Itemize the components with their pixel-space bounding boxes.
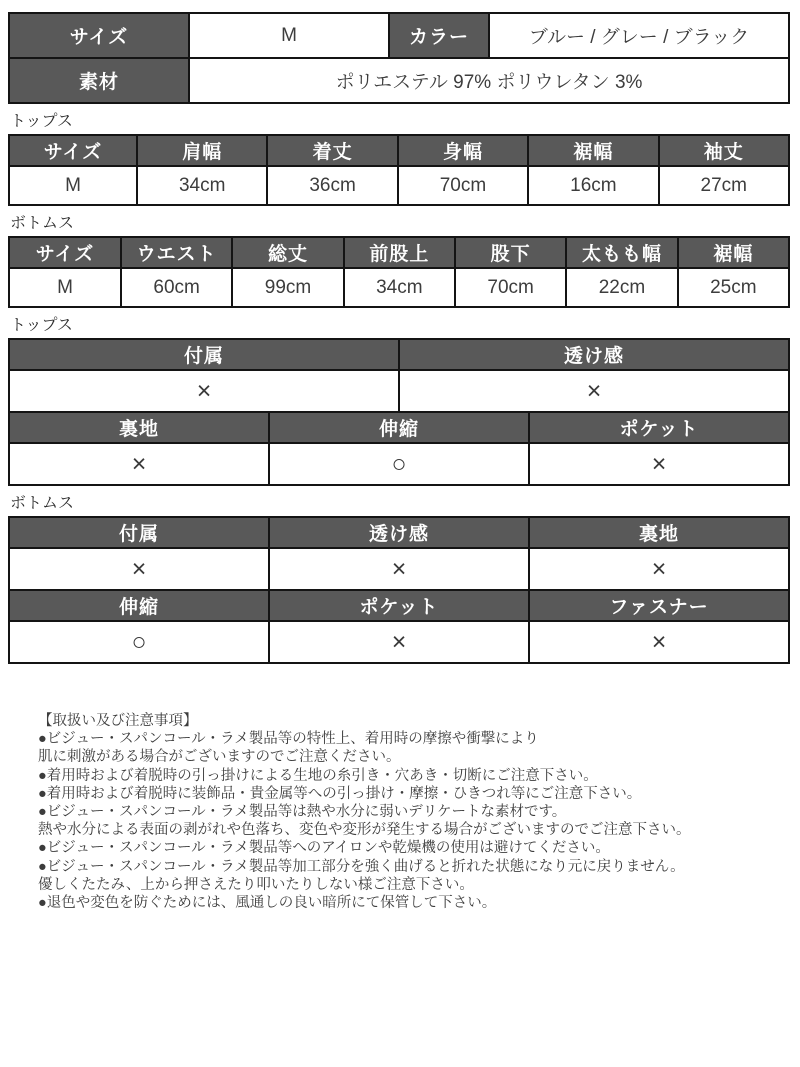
material-label-cell: 素材 xyxy=(9,58,189,103)
table-row xyxy=(9,13,789,58)
value-cell: 16cm xyxy=(528,166,658,205)
header-cell: 身幅 xyxy=(398,135,528,166)
header-cell: 透け感 xyxy=(399,339,789,370)
care-note-line: ●ビジュー・スパンコール・ラメ製品等加工部分を強く曲げると折れた状態になり元に戻りません。 xyxy=(38,858,685,875)
table-row xyxy=(9,590,789,621)
table-row xyxy=(9,443,789,485)
header-cell: 裾幅 xyxy=(528,135,658,166)
care-notes-title: 【取扱い及び注意事項】 xyxy=(38,713,198,729)
header-cell: 袖丈 xyxy=(659,135,789,166)
value-cell: 22cm xyxy=(566,268,677,307)
spec-table xyxy=(8,12,790,104)
tops-features-table xyxy=(8,338,790,486)
header-cell: ポケット xyxy=(269,590,529,621)
bottoms-size-table xyxy=(8,236,790,308)
value-cell: ○ xyxy=(9,621,269,663)
table-row xyxy=(9,370,789,412)
header-cell: ファスナー xyxy=(529,590,789,621)
value-cell: × xyxy=(269,621,529,663)
header-cell: ポケット xyxy=(529,412,789,443)
header-cell: 股下 xyxy=(455,237,566,268)
header-cell: 付属 xyxy=(9,339,399,370)
value-cell: × xyxy=(9,443,269,485)
header-cell: 伸縮 xyxy=(269,412,529,443)
table-row xyxy=(9,58,789,103)
value-cell: 27cm xyxy=(659,166,789,205)
value-cell: × xyxy=(269,548,529,590)
care-note-line: ●着用時および着脱時に装飾品・貴金属等への引っ掛け・摩擦・ひきつれ等にご注意下さい。 xyxy=(38,785,642,802)
care-note-line: ●着用時および着脱時の引っ掛けによる生地の糸引き・穴あき・切断にご注意下さい。 xyxy=(38,767,598,784)
care-notes xyxy=(38,712,790,912)
table-row xyxy=(9,621,789,663)
value-cell: 99cm xyxy=(232,268,343,307)
care-note-line: 優しくたたみ、上から押さえたり叩いたりしない様ご注意下さい。 xyxy=(38,876,474,893)
header-cell: 着丈 xyxy=(267,135,397,166)
care-note-line: 肌に刺激がある場合がございますのでご注意ください。 xyxy=(38,749,401,766)
table-row xyxy=(9,339,789,370)
size-label-cell: サイズ xyxy=(9,13,189,58)
material-value-cell: ポリエステル 97% ポリウレタン 3% xyxy=(189,58,789,103)
care-note-line: ●ビジュー・スパンコール・ラメ製品等へのアイロンや乾燥機の使用は避けてください。 xyxy=(38,840,610,857)
color-value-cell: ブルー / グレー / ブラック xyxy=(489,13,789,58)
header-cell: サイズ xyxy=(9,237,121,268)
value-cell: × xyxy=(529,443,789,485)
value-cell: 34cm xyxy=(137,166,267,205)
table-row xyxy=(9,517,789,548)
size-value-cell: M xyxy=(189,13,389,58)
care-note-line: 熱や水分による表面の剥がれや色落ち、変色や変形が発生する場合がございますのでご注意下さい。 xyxy=(38,822,691,839)
care-note-line: ●退色や変色を防ぐためには、風通しの良い暗所にて保管して下さい。 xyxy=(38,894,497,911)
section-label-bottoms-features: ボトムス xyxy=(10,495,75,512)
header-cell: 透け感 xyxy=(269,517,529,548)
value-cell: × xyxy=(9,370,399,412)
table-row xyxy=(9,412,789,443)
header-cell: 伸縮 xyxy=(9,590,269,621)
value-cell: 70cm xyxy=(455,268,566,307)
value-cell: 70cm xyxy=(398,166,528,205)
value-cell: 36cm xyxy=(267,166,397,205)
value-cell: M xyxy=(9,268,121,307)
value-cell: 34cm xyxy=(344,268,455,307)
header-cell: 太もも幅 xyxy=(566,237,677,268)
bottoms-features-table xyxy=(8,516,790,664)
care-note-line: ●ビジュー・スパンコール・ラメ製品等の特性上、着用時の摩擦や衝撃により xyxy=(38,731,539,748)
table-row xyxy=(9,548,789,590)
section-label-tops-features: トップス xyxy=(10,317,73,334)
section-label-bottoms-measure: ボトムス xyxy=(10,215,75,232)
table-row xyxy=(9,268,789,307)
header-cell: 裏地 xyxy=(529,517,789,548)
header-cell: 裏地 xyxy=(9,412,269,443)
header-cell: 付属 xyxy=(9,517,269,548)
value-cell: × xyxy=(399,370,789,412)
value-cell: M xyxy=(9,166,137,205)
header-cell: 裾幅 xyxy=(678,237,789,268)
value-cell: 25cm xyxy=(678,268,789,307)
header-cell: 総丈 xyxy=(232,237,343,268)
care-note-line: ●ビジュー・スパンコール・ラメ製品等は熱や水分に弱いデリケートな素材です。 xyxy=(38,803,567,820)
color-label-cell: カラー xyxy=(389,13,489,58)
value-cell: 60cm xyxy=(121,268,232,307)
header-cell: ウエスト xyxy=(121,237,232,268)
table-row xyxy=(9,237,789,268)
value-cell: × xyxy=(9,548,269,590)
value-cell: × xyxy=(529,621,789,663)
section-label-tops-measure: トップス xyxy=(10,113,73,130)
header-cell: サイズ xyxy=(9,135,137,166)
header-cell: 前股上 xyxy=(344,237,455,268)
header-cell: 肩幅 xyxy=(137,135,267,166)
value-cell: ○ xyxy=(269,443,529,485)
table-row xyxy=(9,135,789,166)
value-cell: × xyxy=(529,548,789,590)
table-row xyxy=(9,166,789,205)
tops-size-table xyxy=(8,134,790,206)
